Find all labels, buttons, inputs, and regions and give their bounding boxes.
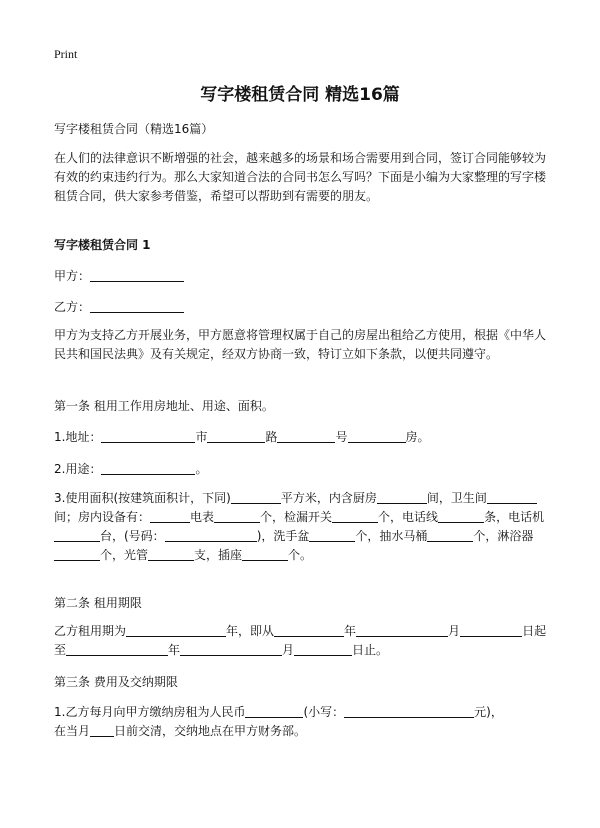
area-blank — [231, 490, 281, 504]
leak-switch-blank — [332, 509, 378, 523]
subtitle: 写字楼租赁合同（精选16篇） — [54, 122, 214, 136]
address-city: 市 — [195, 430, 208, 444]
start-year: 年 — [344, 624, 357, 638]
rent-lower-blank — [344, 704, 474, 718]
area-phone-number: 台，(号码： — [100, 529, 165, 543]
washbasin-blank — [309, 528, 355, 542]
article-1-title: 第一条 租用工作用房地址、用途、面积。 — [54, 399, 274, 413]
usage-line — [54, 460, 207, 477]
area-tube: 个，光管 — [100, 548, 149, 562]
party-b-blank — [90, 299, 184, 313]
area-toilet: 个，抽水马桶 — [355, 529, 428, 543]
pay-location: 日前交清，交纳地点在甲方财务部。 — [114, 724, 307, 738]
area-leak-switch: 个，检漏开关 — [260, 510, 333, 524]
start-day: 日起至 — [54, 624, 547, 657]
address-label: 1.地址： — [54, 430, 102, 444]
area-shower: 个，淋浴器 — [473, 529, 534, 543]
address-room: 房。 — [405, 430, 430, 444]
usage-suffix: 。 — [195, 462, 208, 476]
end-month: 月 — [282, 643, 295, 657]
tube-blank — [148, 547, 194, 561]
address-number: 号 — [335, 430, 348, 444]
area-kitchen-unit: 间，卫生间 — [426, 491, 487, 505]
party-a-label: 甲方： — [54, 269, 91, 283]
end-year-blank — [66, 642, 168, 656]
toilet-blank — [427, 528, 473, 542]
party-a-line — [54, 267, 184, 284]
area-equipment: 间；房内设备有： — [54, 510, 151, 524]
article-2-title: 第二条 租用期限 — [54, 596, 142, 610]
contract-heading: 写字楼租赁合同 1 — [54, 238, 151, 252]
fee-label: 1.乙方每月向甲方缴纳房租为人民币 — [54, 705, 246, 719]
road-blank — [277, 429, 335, 443]
start-day-blank — [460, 623, 522, 637]
preamble-paragraph: 甲方为支持乙方开展业务，甲方愿意将管理权属于自己的房屋出租给乙方使用，根据《中华人民共和国民法典》及有关规定，经双方协商一致，特订立如下条款，以便共同遵守。 — [54, 328, 547, 361]
phone-number-blank — [165, 528, 257, 542]
usage-label: 2.用途： — [54, 462, 102, 476]
usage-blank — [101, 461, 195, 475]
meter-blank — [150, 509, 190, 523]
meter-count-blank — [214, 509, 260, 523]
party-b-line — [54, 298, 184, 315]
pay-day-label: 在当月 — [54, 724, 91, 738]
start-year-blank — [274, 623, 344, 637]
phone-line-blank — [438, 509, 484, 523]
number-blank — [348, 429, 406, 443]
rent-amount-blank — [245, 704, 303, 718]
kitchen-blank — [377, 490, 427, 504]
end-year: 年 — [168, 643, 181, 657]
page-title: 写字楼租赁合同 精选16篇 — [200, 85, 400, 105]
start-month: 月 — [448, 624, 461, 638]
area-phone-line: 个，电话线 — [378, 510, 439, 524]
pay-day-blank — [90, 723, 114, 737]
socket-blank — [242, 547, 288, 561]
fee-yuan: 元)， — [474, 705, 503, 719]
rent-period-paragraph — [54, 622, 548, 660]
end-day: 日止。 — [352, 643, 389, 657]
party-a-blank — [90, 268, 184, 282]
fee-paragraph — [54, 703, 548, 741]
start-month-blank — [356, 623, 448, 637]
area-phone: 条，电话机 — [484, 510, 545, 524]
shower-blank — [54, 547, 100, 561]
city-blank — [207, 429, 265, 443]
area-meter: 电表 — [190, 510, 215, 524]
party-b-label: 乙方： — [54, 300, 91, 314]
article-3-title: 第三条 费用及交纳期限 — [54, 675, 178, 689]
area-socket: 支，插座 — [194, 548, 243, 562]
end-day-blank — [294, 642, 352, 656]
area-paragraph — [54, 489, 548, 565]
area-end: 个。 — [288, 548, 313, 562]
period-from: 年，即从 — [226, 624, 275, 638]
address-blank — [101, 429, 195, 443]
phone-blank — [54, 528, 100, 542]
print-link[interactable]: Print — [54, 47, 78, 61]
area-label: 3.使用面积(按建筑面积计，下同) — [54, 491, 231, 505]
fee-lower-label: (小写： — [303, 705, 345, 719]
bathroom-blank — [487, 490, 537, 504]
period-years-blank — [126, 623, 226, 637]
address-line — [54, 428, 430, 445]
area-washbasin: )，洗手盆 — [256, 529, 310, 543]
period-label: 乙方租用期为 — [54, 624, 127, 638]
address-road: 路 — [265, 430, 278, 444]
end-month-blank — [180, 642, 282, 656]
area-sqm: 平方米，内含厨房 — [280, 491, 377, 505]
intro-paragraph: 在人们的法律意识不断增强的社会，越来越多的场景和场合需要用到合同，签订合同能够较为有效的约束违约行为。那么大家知道合法的合同书怎么写吗？下面是小编为大家整理的写字楼租赁合同，供大家参考借鉴，希望可以帮助到有需要的朋友。 — [54, 151, 547, 203]
